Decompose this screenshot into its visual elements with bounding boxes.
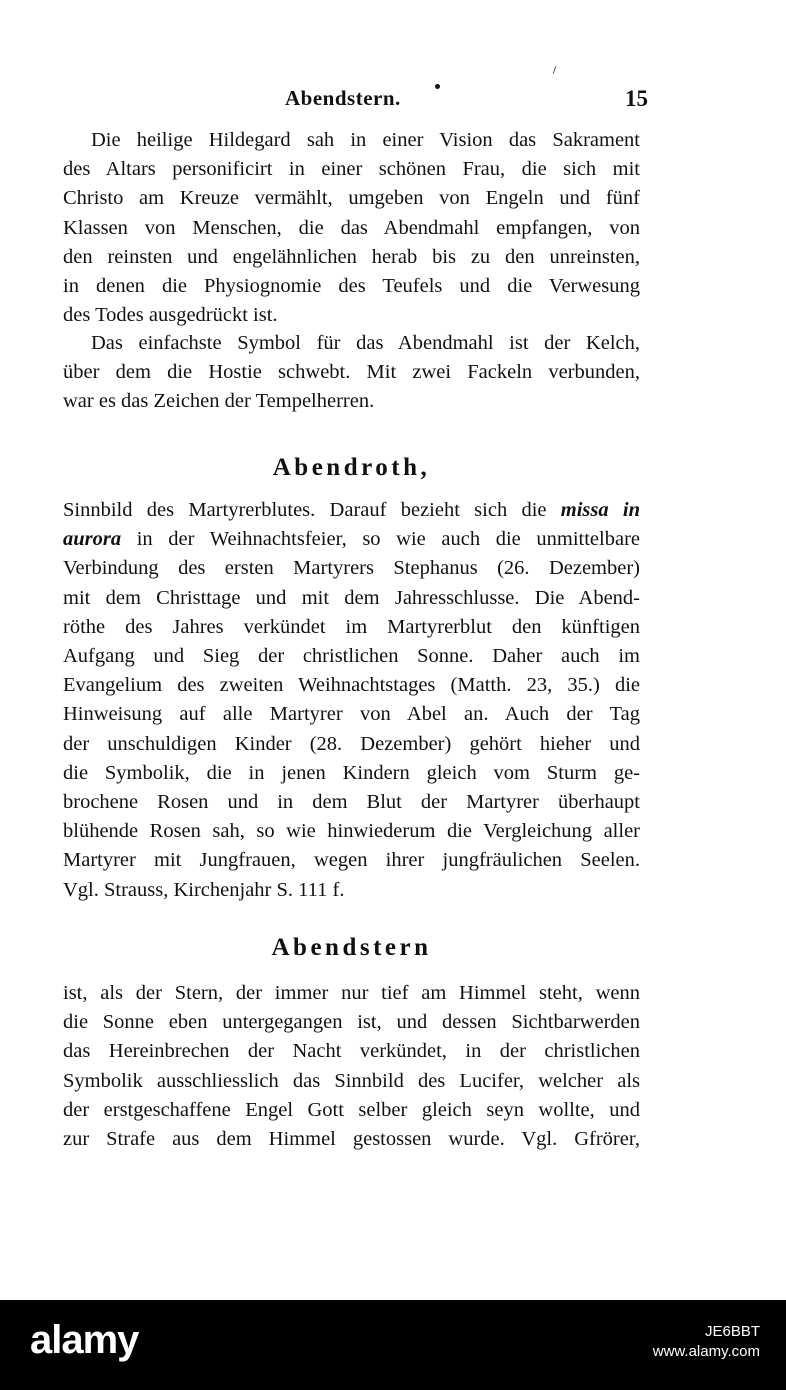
latin-term: missa in [560, 499, 640, 521]
text-line: war es das Zeichen der Tempelherren. [63, 390, 375, 413]
text-line: Die heilige Hildegard sah in einer Vision das Sakrament [91, 129, 640, 151]
text-span: Sinnbild des Martyrerblutes. Darauf bezieht sich die [63, 499, 547, 521]
text-line: den reinsten und engelähnlichen herab bis zu den unreinsten, [63, 245, 640, 268]
paragraph-kelch [63, 329, 640, 417]
text-line: der unschuldigen Kinder (28. Dezember) gehört hieher und [63, 732, 640, 755]
text-line: die Symbolik, die in jenen Kindern gleich vom Sturm ge- [63, 761, 640, 784]
text-line: das Hereinbrechen der Nacht verkündet, in der christlichen [63, 1040, 640, 1063]
text-line: Hinweisung auf alle Martyrer von Abel an. Auch der Tag [63, 703, 640, 726]
text-line [63, 496, 640, 525]
ink-mark [553, 66, 557, 74]
stock-credit [653, 1322, 760, 1362]
text-line: in denen die Physiognomie des Teufels und die Verwesung [63, 275, 640, 298]
entry-heading-abendstern: Abendstern [271, 934, 432, 961]
text-line: Martyrer mit Jungfrauen, wegen ihrer jungfräulichen Seelen. [63, 849, 640, 872]
site-url: www.alamy.com [652, 1343, 760, 1360]
text-line: brochene Rosen und in dem Blut der Martyrer überhaupt [63, 791, 640, 814]
text-line: röthe des Jahres verkündet im Martyrerblut den künftigen [63, 615, 640, 638]
text-line: Aufgang und Sieg der christlichen Sonne. Daher auch im [63, 645, 640, 668]
page-number: 15 [625, 86, 648, 111]
text-line: Verbindung des ersten Martyrers Stephanus (26. Dezember) [63, 557, 640, 580]
text-line: des Todes ausgedrückt ist. [63, 304, 278, 327]
text-line: Das einfachste Symbol für das Abendmahl ist der Kelch, [91, 332, 640, 354]
text-line: Evangelium des zweiten Weihnachtstages (Matth. 23, 35.) die [63, 674, 640, 697]
text-span: in der Weihnachtsfeier, so wie auch die unmittelbare [136, 528, 640, 551]
running-head [60, 86, 650, 116]
running-title: Abendstern. [285, 86, 401, 110]
text-line: die Sonne eben untergegangen ist, und dessen Sichtbarwerden [63, 1011, 640, 1034]
text-line: ist, als der Stern, der immer nur tief am Himmel steht, wenn [63, 982, 640, 1004]
image-id: JE6BBT [704, 1323, 760, 1340]
paragraph-abendstern [63, 979, 640, 1154]
text-line: des Altars personificirt in einer schönen Frau, die sich mit [63, 158, 640, 181]
text-line: der erstgeschaffene Engel Gott selber gleich seyn wollte, und [63, 1098, 640, 1121]
text-line: Symbolik ausschliesslich das Sinnbild des Lucifer, welcher als [63, 1069, 640, 1092]
latin-term: aurora [63, 528, 122, 551]
paragraph-abendroth [63, 496, 640, 905]
text-line: Christo am Kreuze vermählt, umgeben von Engeln und fünf [63, 187, 640, 210]
text-line: Vgl. Strauss, Kirchenjahr S. 111 f. [63, 878, 345, 901]
text-line: blühende Rosen sah, so wie hinwiederum die Vergleichung aller [63, 820, 640, 843]
entry-heading-abendroth: Abendroth, [272, 454, 431, 481]
text-line: über dem die Hostie schwebt. Mit zwei Fackeln verbunden, [63, 361, 640, 384]
alamy-logo: alamy [30, 1318, 139, 1362]
text-line: zur Strafe aus dem Himmel gestossen wurde. Vgl. Gfrörer, [63, 1128, 640, 1151]
paragraph-hildegard [63, 126, 640, 330]
text-line: mit dem Christtage und mit dem Jahresschlusse. Die Abend- [63, 586, 640, 609]
text-line: Klassen von Menschen, die das Abendmahl empfangen, von [63, 216, 640, 239]
text-line [63, 525, 640, 554]
